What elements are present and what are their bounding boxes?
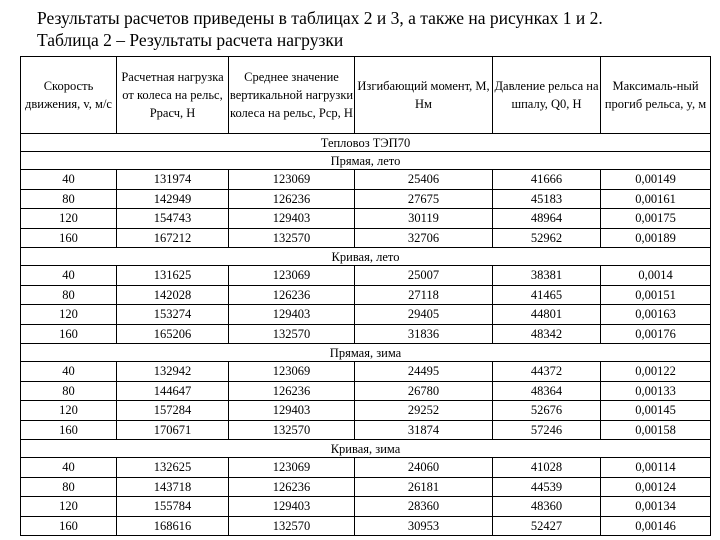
table-cell: 52676 xyxy=(493,401,601,421)
table-cell: 40 xyxy=(21,362,117,382)
table-cell: 154743 xyxy=(117,209,229,229)
table-cell: 0,00175 xyxy=(601,209,711,229)
locomotive-row xyxy=(21,134,711,152)
table-cell: 44801 xyxy=(493,305,601,325)
intro-line: Результаты расчетов приведены в таблицах 2 и 3, а также на рисунках 1 и 2. xyxy=(37,8,603,28)
table-cell: 120 xyxy=(21,209,117,229)
table-cell: 126236 xyxy=(229,381,355,401)
table-cell: 160 xyxy=(21,420,117,440)
table-cell: 132625 xyxy=(117,458,229,478)
table-cell: 129403 xyxy=(229,401,355,421)
section-title: Кривая, зима xyxy=(21,440,711,458)
table-cell: 0,00189 xyxy=(601,228,711,248)
section-row xyxy=(21,344,711,362)
table-cell: 129403 xyxy=(229,305,355,325)
table-cell: 165206 xyxy=(117,324,229,344)
section-title: Кривая, лето xyxy=(21,248,711,266)
table-row xyxy=(21,458,711,478)
table-cell: 52962 xyxy=(493,228,601,248)
table-cell: 38381 xyxy=(493,266,601,286)
table-cell: 44372 xyxy=(493,362,601,382)
table-cell: 32706 xyxy=(355,228,493,248)
table-cell: 0,00151 xyxy=(601,285,711,305)
table-cell: 120 xyxy=(21,401,117,421)
table-cell: 157284 xyxy=(117,401,229,421)
table-cell: 0,00134 xyxy=(601,497,711,517)
table-cell: 170671 xyxy=(117,420,229,440)
table-cell: 26780 xyxy=(355,381,493,401)
table-row xyxy=(21,362,711,382)
table-cell: 30119 xyxy=(355,209,493,229)
table-cell: 129403 xyxy=(229,497,355,517)
table-cell: 129403 xyxy=(229,209,355,229)
header-speed: Скорость движения, v, м/с xyxy=(21,57,117,134)
table-row xyxy=(21,266,711,286)
results-table xyxy=(20,56,711,536)
section-row xyxy=(21,440,711,458)
table-cell: 132570 xyxy=(229,228,355,248)
table-cell: 48360 xyxy=(493,497,601,517)
table-cell: 142949 xyxy=(117,189,229,209)
table-row xyxy=(21,285,711,305)
section-title: Прямая, лето xyxy=(21,152,711,170)
table-cell: 0,00114 xyxy=(601,458,711,478)
table-cell: 48342 xyxy=(493,324,601,344)
table-cell: 28360 xyxy=(355,497,493,517)
table-cell: 80 xyxy=(21,477,117,497)
table-cell: 52427 xyxy=(493,516,601,536)
table-cell: 131974 xyxy=(117,170,229,190)
table-cell: 132570 xyxy=(229,516,355,536)
table-cell: 40 xyxy=(21,170,117,190)
table-cell: 168616 xyxy=(117,516,229,536)
table-cell: 29405 xyxy=(355,305,493,325)
table-body xyxy=(21,134,711,536)
table-cell: 0,00161 xyxy=(601,189,711,209)
table-cell: 120 xyxy=(21,305,117,325)
table-row xyxy=(21,209,711,229)
table-cell: 160 xyxy=(21,228,117,248)
document-text xyxy=(37,7,603,51)
table-cell: 126236 xyxy=(229,477,355,497)
table-cell: 123069 xyxy=(229,458,355,478)
table-cell: 40 xyxy=(21,458,117,478)
table-cell: 126236 xyxy=(229,285,355,305)
table-cell: 153274 xyxy=(117,305,229,325)
table-cell: 41028 xyxy=(493,458,601,478)
table-row xyxy=(21,401,711,421)
table-cell: 160 xyxy=(21,516,117,536)
table-row xyxy=(21,381,711,401)
table-cell: 0,00149 xyxy=(601,170,711,190)
section-title: Прямая, зима xyxy=(21,344,711,362)
table-row xyxy=(21,324,711,344)
table-cell: 57246 xyxy=(493,420,601,440)
table-row xyxy=(21,477,711,497)
header-mean-load: Среднее значение вертикальной нагрузки колеса на рельс, Pср, Н xyxy=(229,57,355,134)
table-cell: 123069 xyxy=(229,266,355,286)
table-row xyxy=(21,420,711,440)
table-cell: 132942 xyxy=(117,362,229,382)
table-cell: 25007 xyxy=(355,266,493,286)
table-row xyxy=(21,305,711,325)
table-cell: 24495 xyxy=(355,362,493,382)
table-cell: 40 xyxy=(21,266,117,286)
table-cell: 132570 xyxy=(229,420,355,440)
table-cell: 80 xyxy=(21,381,117,401)
table-cell: 0,00145 xyxy=(601,401,711,421)
table-row xyxy=(21,189,711,209)
table-cell: 131625 xyxy=(117,266,229,286)
table-cell: 0,00122 xyxy=(601,362,711,382)
table-title: Таблица 2 – Результаты расчета нагрузки xyxy=(37,30,344,50)
table-cell: 29252 xyxy=(355,401,493,421)
table-cell: 143718 xyxy=(117,477,229,497)
table-cell: 0,0014 xyxy=(601,266,711,286)
table-cell: 0,00146 xyxy=(601,516,711,536)
table-row xyxy=(21,228,711,248)
table-cell: 48964 xyxy=(493,209,601,229)
table-cell: 41465 xyxy=(493,285,601,305)
table-header-row xyxy=(21,57,711,134)
table-cell: 80 xyxy=(21,285,117,305)
header-design-load: Расчетная нагрузка от колеса на рельс, Pрасч, Н xyxy=(117,57,229,134)
table-cell: 48364 xyxy=(493,381,601,401)
table-row xyxy=(21,170,711,190)
table-cell: 25406 xyxy=(355,170,493,190)
table-cell: 31836 xyxy=(355,324,493,344)
table-cell: 123069 xyxy=(229,362,355,382)
table-cell: 123069 xyxy=(229,170,355,190)
table-row xyxy=(21,497,711,517)
table-cell: 27675 xyxy=(355,189,493,209)
table-cell: 80 xyxy=(21,189,117,209)
table-cell: 0,00124 xyxy=(601,477,711,497)
section-row xyxy=(21,248,711,266)
table-cell: 167212 xyxy=(117,228,229,248)
table-cell: 132570 xyxy=(229,324,355,344)
table-cell: 44539 xyxy=(493,477,601,497)
table-cell: 142028 xyxy=(117,285,229,305)
header-max-deflection: Максималь-ный прогиб рельса, y, м xyxy=(601,57,711,134)
table-cell: 41666 xyxy=(493,170,601,190)
table-cell: 126236 xyxy=(229,189,355,209)
table-cell: 160 xyxy=(21,324,117,344)
table-cell: 30953 xyxy=(355,516,493,536)
section-row xyxy=(21,152,711,170)
table-row xyxy=(21,516,711,536)
table-cell: 31874 xyxy=(355,420,493,440)
table-cell: 27118 xyxy=(355,285,493,305)
header-rail-pressure: Давление рельса на шпалу, Q0, Н xyxy=(493,57,601,134)
table-cell: 120 xyxy=(21,497,117,517)
table-cell: 0,00176 xyxy=(601,324,711,344)
table-cell: 144647 xyxy=(117,381,229,401)
header-bending-moment: Изгибающий момент, М, Нм xyxy=(355,57,493,134)
table-cell: 0,00133 xyxy=(601,381,711,401)
table-cell: 45183 xyxy=(493,189,601,209)
table-cell: 155784 xyxy=(117,497,229,517)
table-cell: 26181 xyxy=(355,477,493,497)
table-cell: 0,00163 xyxy=(601,305,711,325)
locomotive-label: Тепловоз ТЭП70 xyxy=(21,134,711,152)
table-cell: 0,00158 xyxy=(601,420,711,440)
table-cell: 24060 xyxy=(355,458,493,478)
